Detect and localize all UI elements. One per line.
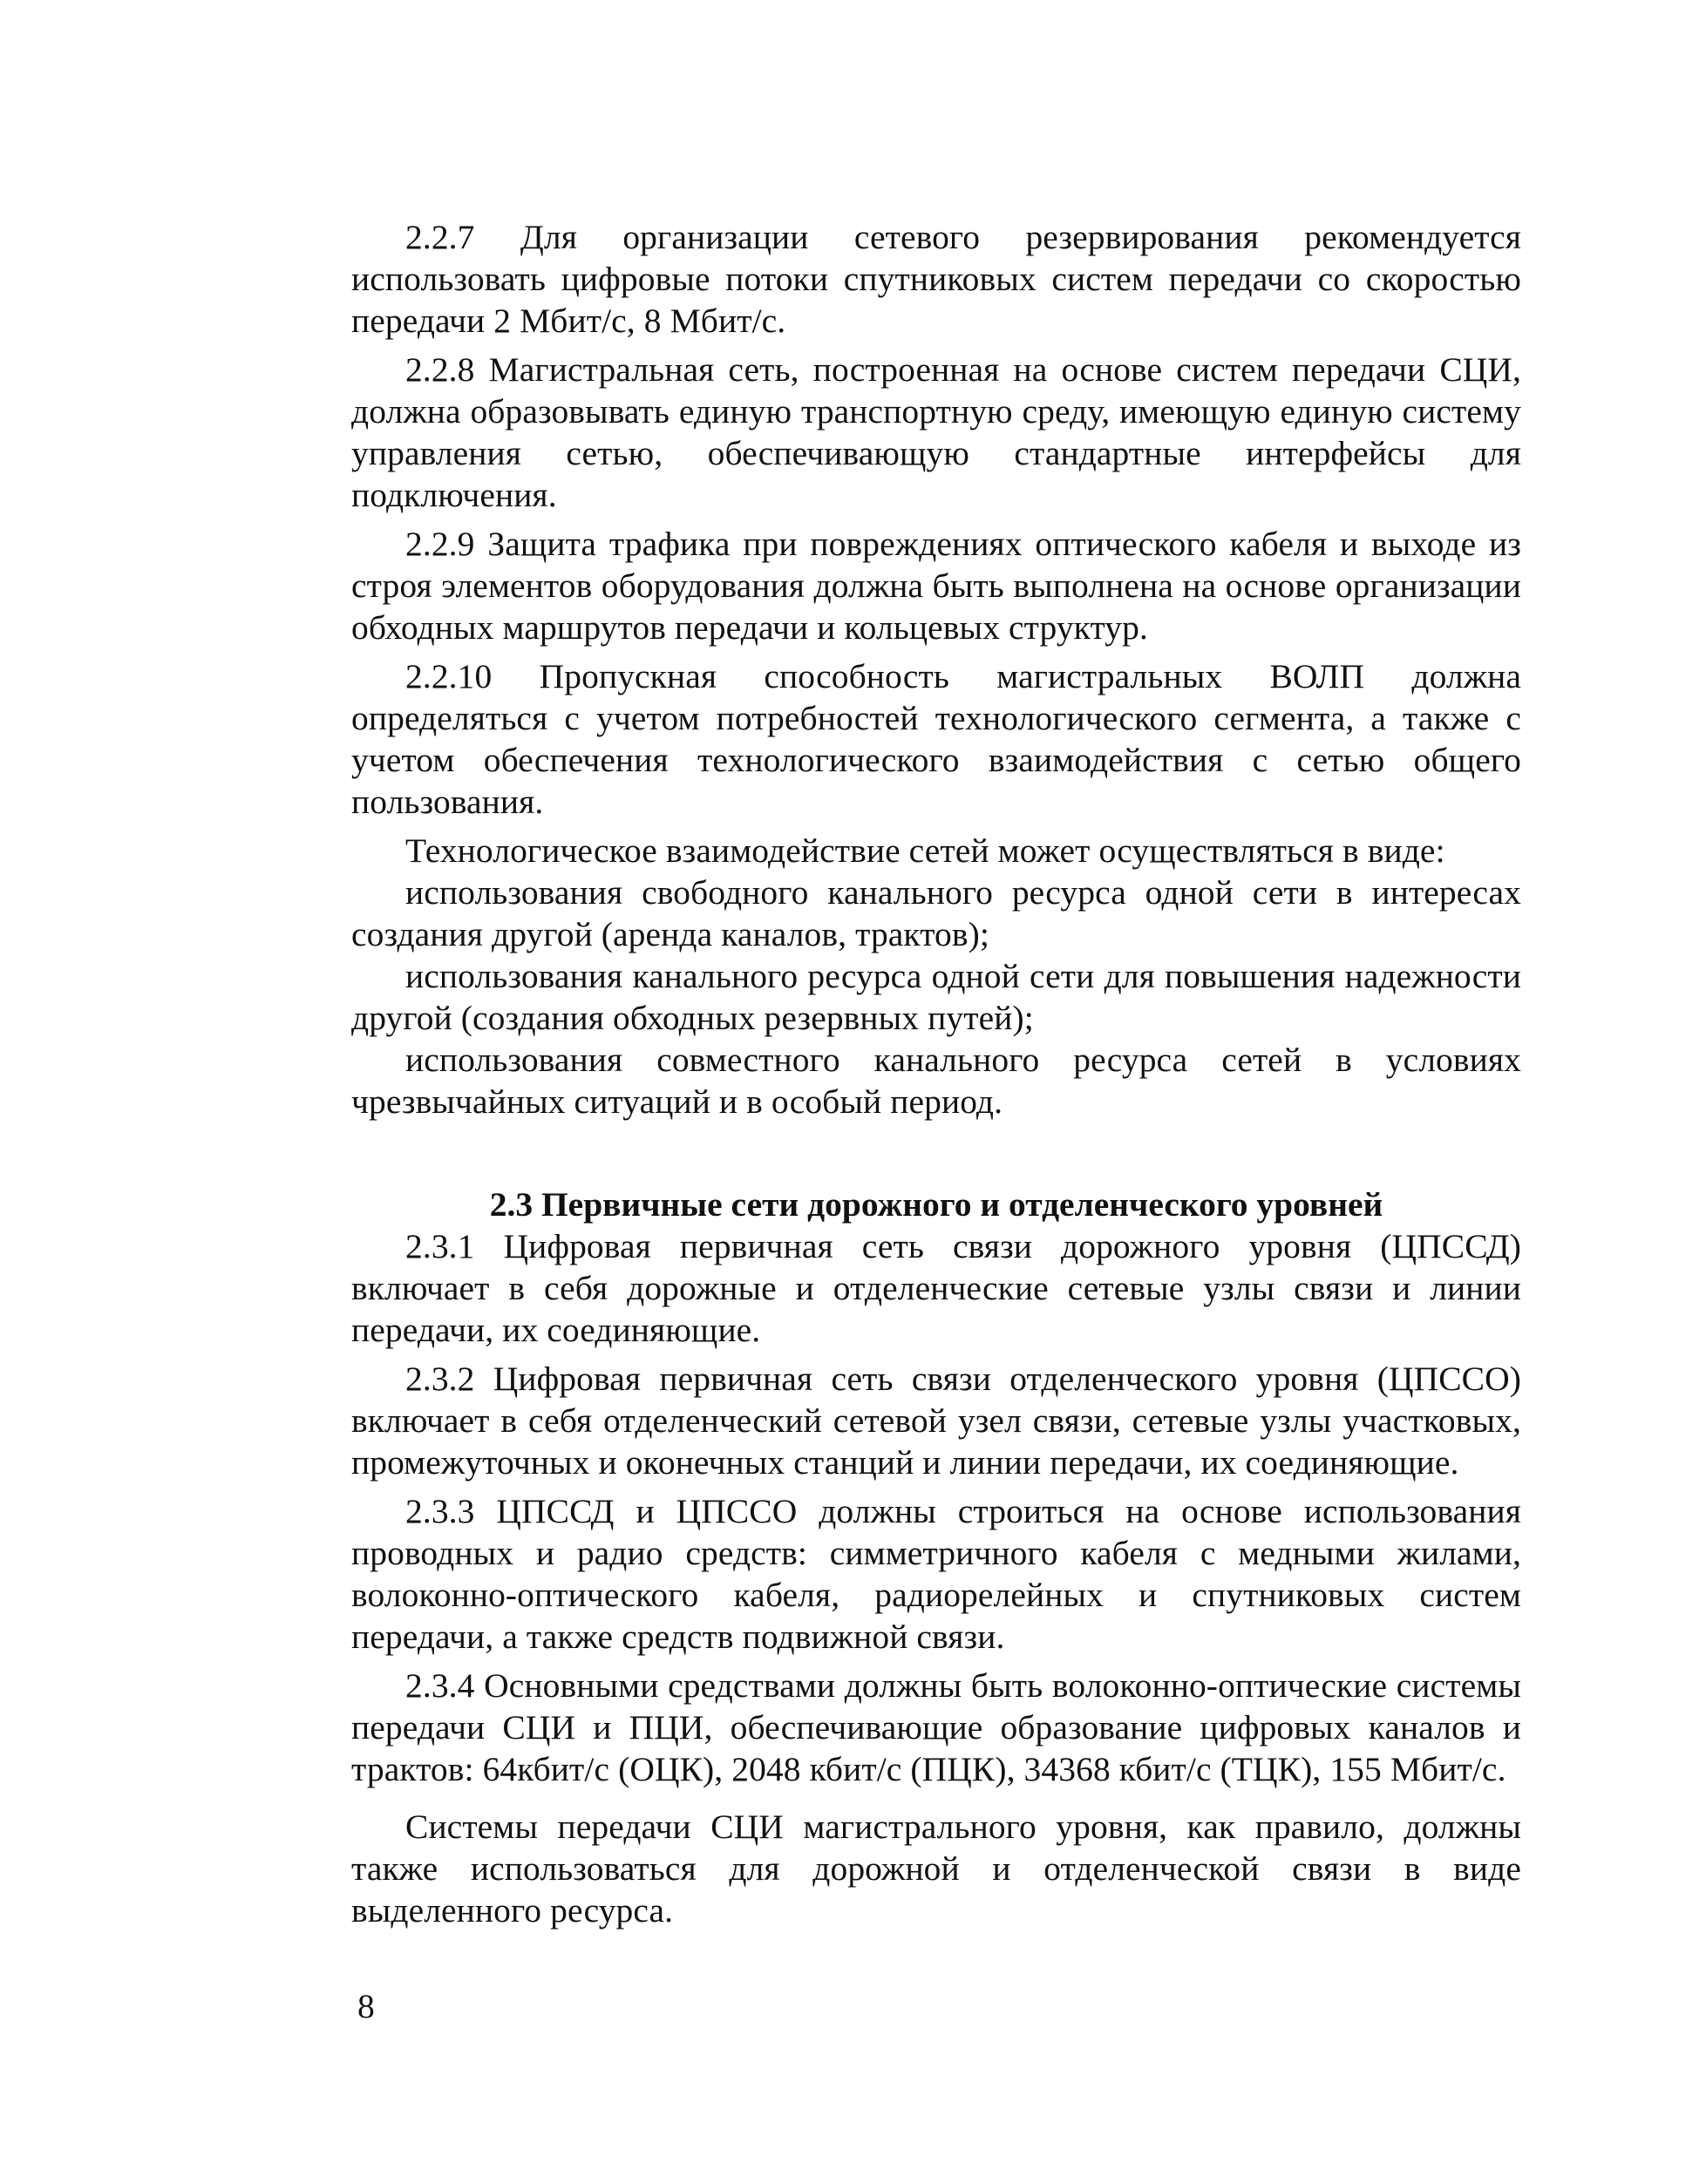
paragraph-2-2-7: 2.2.7 Для организации сетевого резервирования рекомендуется использовать цифровые потоки спутниковых систем передачи со скоростью передачи 2 Мбит/с, 8 Мбит/с. [351, 218, 1521, 340]
paragraph-2-2-8: 2.2.8 Магистральная сеть, построенная на основе систем передачи СЦИ, должна образовывать единую транспортную среду, имеющую единую систему управления сетью, обеспечивающую стандартные интерфейсы для подключения. [351, 350, 1521, 514]
paragraph-sci-systems: Системы передачи СЦИ магистрального уровня, как правило, должны также использоваться для дорожной и отделенческой связи в виде выделенного ресурса. [351, 1808, 1521, 1930]
paragraph-2-2-9: 2.2.9 Защита трафика при повреждениях оптического кабеля и выходе из строя элементов оборудования должна быть выполнена на основе организации обходных маршрутов передачи и кольцевых структур. [351, 525, 1521, 647]
paragraph-2-3-4: 2.3.4 Основными средствами должны быть волоконно-оптические системы передачи СЦИ и ПЦИ, обеспечивающие образование цифровых каналов и трактов: 64кбит/с (ОЦК), 2048 кбит/с (ПЦК), 34368 кбит/с (ТЦК), 155 Мбит/с. [351, 1666, 1521, 1788]
document-page [351, 216, 1521, 1931]
paragraph-interaction-item-1: использования свободного канального ресурса одной сети в интересах создания другой (аренда каналов, трактов); [351, 873, 1521, 953]
paragraph-2-3-3: 2.3.3 ЦПССД и ЦПССО должны строиться на основе использования проводных и радио средств: симметричного кабеля с медными жилами, волоконно-оптического кабеля, радиорелейных и спутниковых систем передачи, а также средств подвижной связи. [351, 1492, 1521, 1656]
paragraph-2-2-10: 2.2.10 Пропускная способность магистральных ВОЛП должна определяться с учетом потребностей технологического сегмента, а также с учетом обеспечения технологического взаимодействия с сетью общего пользования. [351, 657, 1521, 821]
section-heading: 2.3 Первичные сети дорожного и отделенческого уровней [489, 1185, 1383, 1224]
paragraph-interaction-intro: Технологическое взаимодействие сетей может осуществляться в виде: [405, 831, 1445, 870]
paragraph-interaction-item-2: использования канального ресурса одной сети для повышения надежности другой (создания обходных резервных путей); [351, 957, 1521, 1037]
paragraph-2-3-1: 2.3.1 Цифровая первичная сеть связи дорожного уровня (ЦПССД) включает в себя дорожные и отделенческие сетевые узлы связи и линии передачи, их соединяющие. [351, 1227, 1521, 1349]
paragraph-2-3-2: 2.3.2 Цифровая первичная сеть связи отделенческого уровня (ЦПССО) включает в себя отделенческий сетевой узел связи, сетевые узлы участковых, промежуточных и оконечных станций и линии передачи, их соединяющие. [351, 1360, 1521, 1482]
page-number: 8 [357, 1987, 375, 2025]
paragraph-interaction-item-3: использования совместного канального ресурса сетей в условиях чрезвычайных ситуаций и в особый период. [351, 1041, 1521, 1121]
